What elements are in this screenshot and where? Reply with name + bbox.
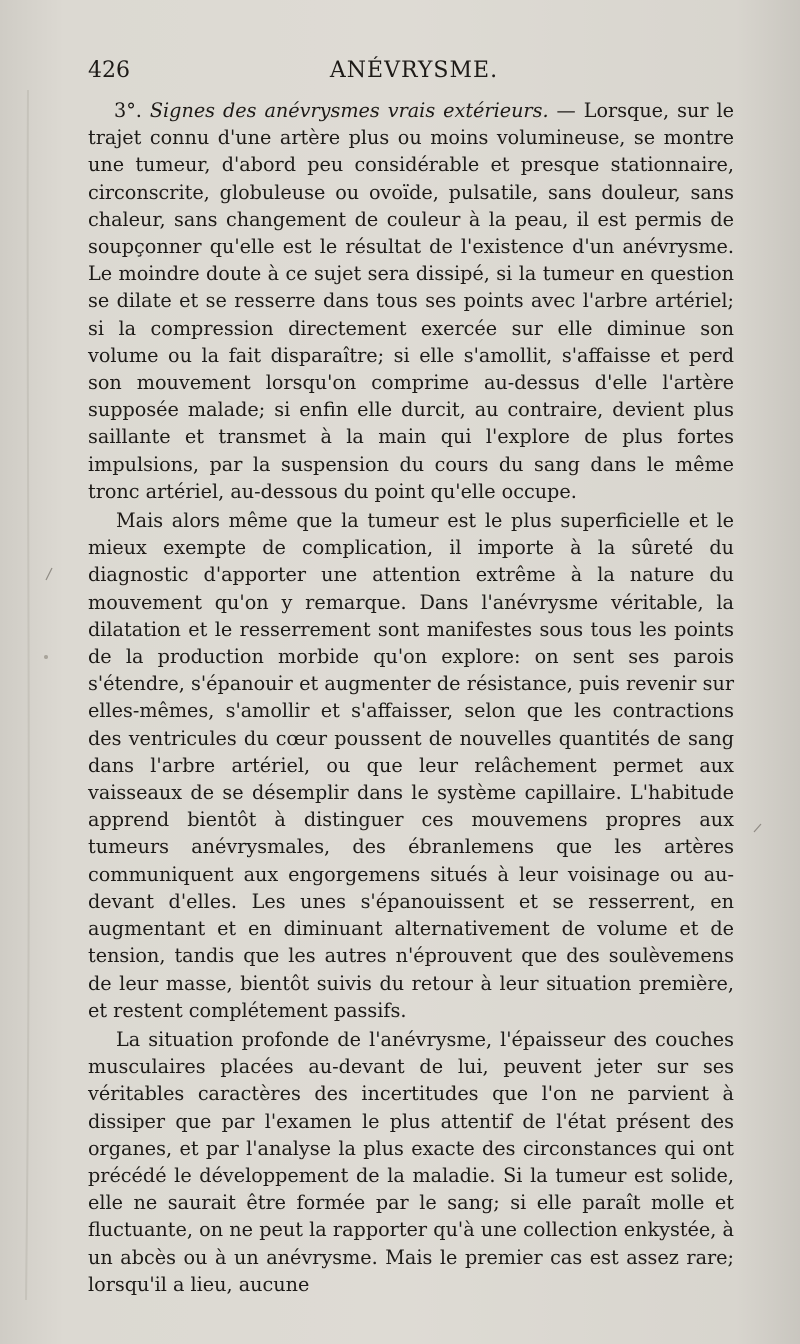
page-number: 426: [88, 58, 130, 83]
stray-mark: [46, 568, 52, 580]
paragraph-1-text: — Lorsque, sur le trajet connu d'une artère plus ou moins volumineuse, se montre une tumeur, d'abord peu considérable et presque stationnaire, circonscrite, globuleuse ou ovoïde, pulsatile, sans douleur, sans chaleur, sans changement de couleur à la peau, il est permis de soupçonner qu'elle est le résultat de l'existence d'un anévrysme. Le moindre doute à ce sujet sera dissipé, si la tumeur en question se dilate et se resserre dans tous ses points avec l'arbre artériel; si la compression directement exercée sur elle diminue son volume ou la fait disparaître; si elle s'amollit, s'affaisse et perd son mouvement lorsqu'on comprime au-dessus d'elle l'artère supposée malade; si enfin elle durcit, au contraire, devient plus saillante et transmet à la main qui l'explore de plus fortes impulsions, par la suspension du cours du sang dans le même tronc artériel, au-dessous du point qu'elle occupe.: [88, 99, 734, 503]
ink-speck: [44, 655, 48, 659]
paragraph-2: Mais alors même que la tumeur est le plus superficielle et le mieux exempte de complication, il importe à la sûreté du diagnostic d'apporter une attention extrême à la nature du mouvement qu'on y remarque. Dans l'anévrysme véritable, la dilatation et le resserrement sont manifestes sous tous les points de la production morbide qu'on explore: on sent ses parois s'étendre, s'épanouir et augmenter de résistance, puis revenir sur elles-mêmes, s'amollir et s'affaisser, selon que les contractions des ventricules du cœur poussent de nouvelles quantités de sang dans l'arbre artériel, ou que leur relâchement permet aux vaisseaux de se désemplir dans le système capillaire. L'habitude apprend bientôt à distinguer ces mouvemens propres aux tumeurs anévrysmales, des ébranlemens que les artères communiquent aux engorgemens situés à leur voisinage ou au-devant d'elles. Les unes s'épanouissent et se resserrent, en augmentant et en diminuant alternativement de volume et de tension, tandis que les autres n'éprouvent que des soulèvemens de leur masse, bientôt suivis du retour à leur situation première, et restent complétement passifs.: [88, 509, 734, 1022]
page-crease: [26, 90, 29, 1300]
section-title: Signes des anévrysmes vrais extérieurs.: [149, 99, 549, 122]
section-number: 3°.: [114, 99, 142, 122]
body-text: [88, 97, 734, 1298]
stray-mark: [754, 824, 761, 832]
paragraph-1: [88, 97, 734, 505]
page-header: [88, 58, 740, 92]
paragraph-3: La situation profonde de l'anévrysme, l'épaisseur des couches musculaires placées au-devant de lui, peuvent jeter sur ses véritables caractères des incertitudes que l'on ne parvient à dissiper que par l'examen le plus attentif de l'état présent des organes, et par l'analyse la plus exacte des circonstances qui ont précédé le développement de la maladie. Si la tumeur est solide, elle ne saurait être formée par le sang; si elle paraît molle et fluctuante, on ne peut la rapporter qu'à une collection enkystée, à un abcès ou à un anévrysme. Mais le premier cas est assez rare; lorsqu'il a lieu, aucune: [88, 1027, 734, 1296]
running-head: ANÉVRYSME.: [329, 58, 499, 83]
